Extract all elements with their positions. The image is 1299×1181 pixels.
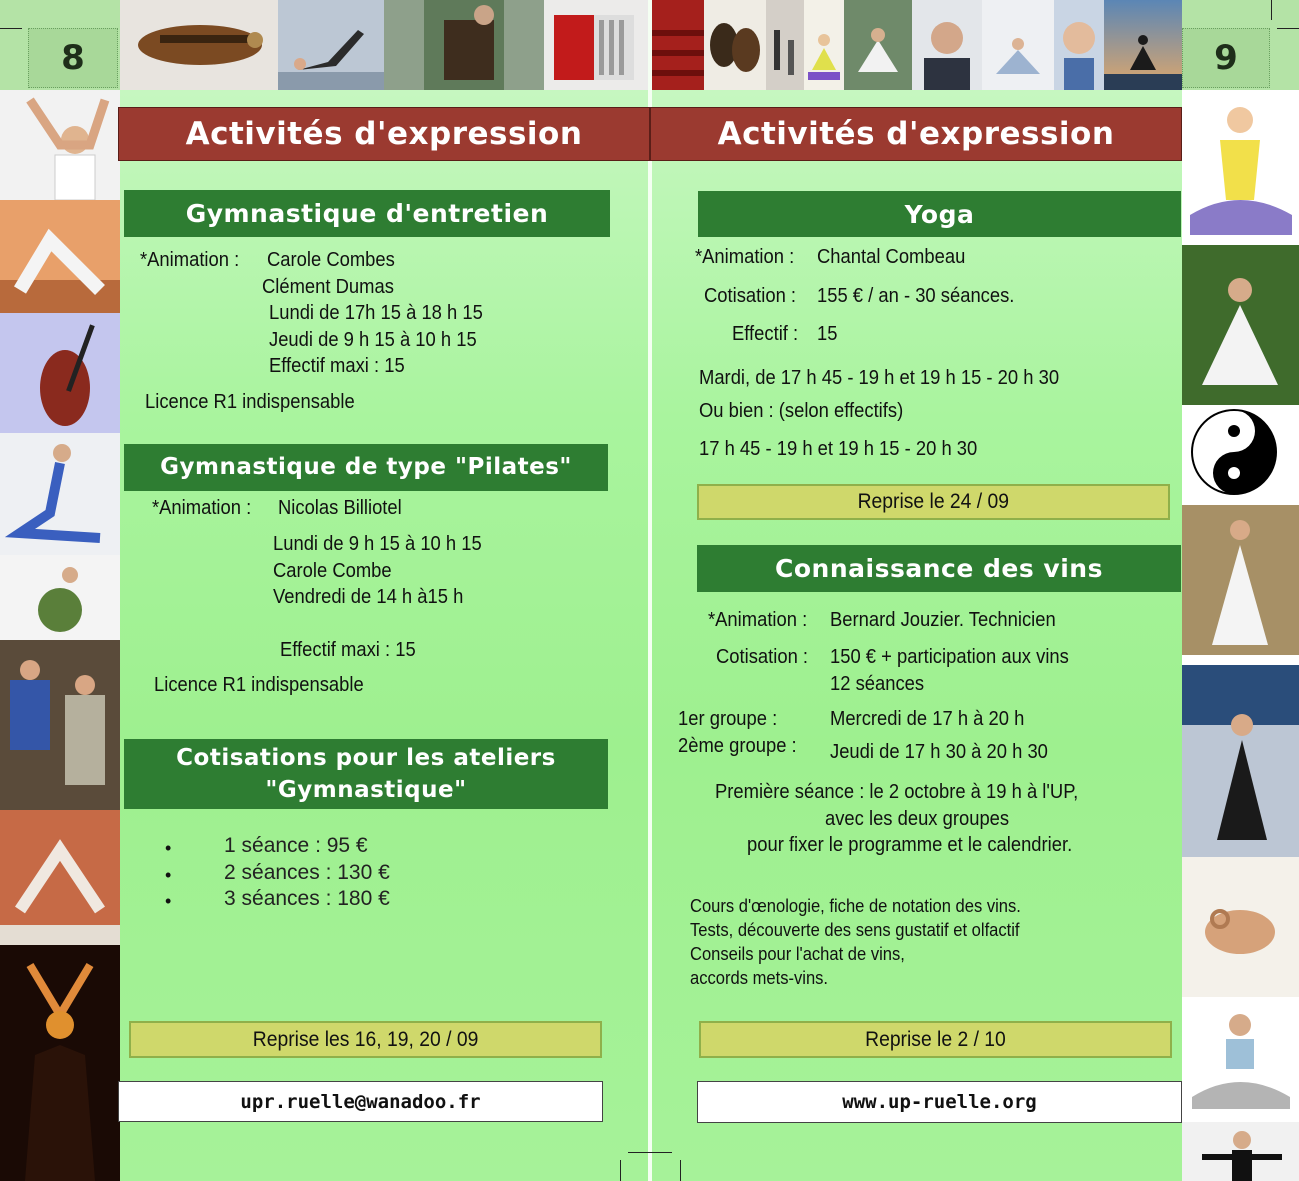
course-description: Tests, découverte des sens gustatif et olfactif (690, 920, 1020, 940)
schedule-line: Mardi, de 17 h 45 - 19 h et 19 h 15 - 20 h 30 (699, 367, 1060, 389)
section-title-cotisations (124, 739, 608, 809)
effectif-label: Effectif : (732, 323, 799, 345)
effectif-line: Effectif maxi : 15 (269, 355, 405, 377)
photo-pilates-ball (0, 555, 120, 640)
price-item: 1 séance : 95 € (224, 834, 368, 857)
crop-mark (680, 1160, 681, 1181)
animation-label: *Animation : (708, 609, 808, 631)
page-number: 8 (28, 28, 118, 88)
group-label: 1er groupe : (678, 708, 778, 730)
animator-name: Nicolas Billiotel (278, 497, 402, 519)
photo-martial-artist (1182, 1122, 1299, 1181)
photo-lotus-drawing (1182, 90, 1299, 245)
first-session-line: Première séance : le 2 octobre à 19 h à l'UP, (715, 781, 1079, 803)
group-schedule: Mercredi de 17 h à 20 h (830, 708, 1025, 730)
effectif-value: 15 (817, 323, 838, 345)
photo-tai-chi-master (1182, 665, 1299, 857)
photo-floor-stretch (0, 433, 120, 555)
bullet-icon: • (165, 865, 172, 885)
first-session-line: pour fixer le programme et le calendrier. (747, 834, 1073, 856)
photo-dance-class (766, 0, 804, 90)
cotisations-title-line: Cotisations pour les ateliers (176, 744, 556, 771)
crop-mark (0, 28, 22, 29)
group-schedule: Jeudi de 17 h 30 à 20 h 30 (830, 741, 1048, 763)
photo-child (1054, 0, 1104, 90)
reprise-banner (697, 484, 1170, 520)
photo-folk-dancers (0, 640, 120, 810)
reprise-text: Reprise le 24 / 09 (857, 490, 1010, 513)
photo-tai-chi-white (1182, 505, 1299, 655)
photo-hurdy-gurdy (120, 0, 278, 90)
page-title: Activités d'expression (650, 107, 1182, 161)
reprise-text: Reprise le 2 / 10 (865, 1027, 1006, 1051)
photo-thinking-man (912, 0, 982, 90)
photo-meditation-lotus (1182, 997, 1299, 1122)
photo-sunset-yoga (1104, 0, 1182, 90)
cotisation-value: 155 € / an - 30 séances. (817, 285, 1015, 307)
photo-accordion (544, 0, 650, 90)
cotisation-value: 12 séances (830, 673, 925, 695)
photo-yoga-pose (804, 0, 844, 90)
cotisation-value: 150 € + participation aux vins (830, 646, 1069, 668)
photo-pilates-exercise (278, 0, 384, 90)
photo-theater-seats (652, 0, 704, 90)
schedule-line: Jeudi de 9 h 15 à 10 h 15 (269, 329, 477, 351)
photo-stretching-women (0, 200, 120, 313)
crop-mark (1271, 0, 1272, 20)
page-title: Activités d'expression (118, 107, 650, 161)
photo-woman-arms-raised (0, 90, 120, 200)
course-description: Cours d'œnologie, fiche de notation des vins. (690, 896, 1021, 916)
bullet-icon: • (165, 838, 172, 858)
section-title-yoga: Yoga (698, 191, 1181, 237)
cotisation-label: Cotisation : (704, 285, 797, 307)
animator-name: Carole Combes (267, 249, 395, 271)
section-title-pilates: Gymnastique de type "Pilates" (124, 444, 608, 491)
licence-note: Licence R1 indispensable (154, 674, 364, 696)
course-description: Conseils pour l'achat de vins, (690, 944, 905, 964)
licence-note: Licence R1 indispensable (145, 391, 355, 413)
contact-email[interactable]: upr.ruelle@wanadoo.fr (118, 1081, 603, 1122)
crop-mark (628, 1152, 672, 1153)
photo-mudra-hand (1182, 857, 1299, 997)
photo-bagpipe (0, 313, 120, 433)
first-session-line: avec les deux groupes (825, 808, 1010, 830)
schedule-line: Lundi de 17h 15 à 18 h 15 (269, 302, 483, 324)
yin-yang-icon (1182, 405, 1299, 500)
schedule-line: Ou bien : (selon effectifs) (699, 400, 904, 422)
center-fold (648, 0, 652, 1181)
photo-dancer-pose (0, 810, 120, 925)
crop-mark (620, 1160, 621, 1181)
section-title-gym-entretien: Gymnastique d'entretien (124, 190, 610, 237)
bullet-icon: • (165, 891, 172, 911)
group-label: 2ème groupe : (678, 735, 797, 757)
photo-meditating-woman (1182, 245, 1299, 405)
page-number: 9 (1182, 28, 1270, 88)
schedule-line: Lundi de 9 h 15 à 10 h 15 (273, 533, 482, 555)
price-item: 2 séances : 130 € (224, 861, 390, 884)
cotisation-label: Cotisation : (716, 646, 809, 668)
section-title-vins: Connaissance des vins (697, 545, 1181, 592)
photo-musician (384, 0, 544, 90)
schedule-line: 17 h 45 - 19 h et 19 h 15 - 20 h 30 (699, 438, 978, 460)
course-description: accords mets-vins. (690, 968, 829, 988)
effectif-line: Effectif maxi : 15 (280, 639, 416, 661)
reprise-banner (699, 1021, 1172, 1058)
reprise-text: Reprise les 16, 19, 20 / 09 (252, 1027, 479, 1051)
animator-name: Bernard Jouzier. Technicien (830, 609, 1056, 631)
photo-stretching (982, 0, 1054, 90)
photo-theater-masks (704, 0, 766, 90)
animator-name: Chantal Combeau (817, 246, 966, 268)
cotisations-title-line: "Gymnastique" (265, 777, 467, 803)
contact-website[interactable]: www.up-ruelle.org (697, 1081, 1182, 1123)
animator-name: Clément Dumas (262, 276, 394, 298)
reprise-banner (129, 1021, 602, 1058)
schedule-line: Vendredi de 14 h à15 h (273, 586, 464, 608)
photo-flamenco-dancer (0, 925, 120, 1181)
animator-name: Carole Combe (273, 560, 392, 582)
price-item: 3 séances : 180 € (224, 887, 390, 910)
animation-label: *Animation : (695, 246, 795, 268)
photo-meditation (844, 0, 912, 90)
animation-label: *Animation : (140, 249, 240, 271)
animation-label: *Animation : (152, 497, 252, 519)
crop-mark (1277, 28, 1299, 29)
